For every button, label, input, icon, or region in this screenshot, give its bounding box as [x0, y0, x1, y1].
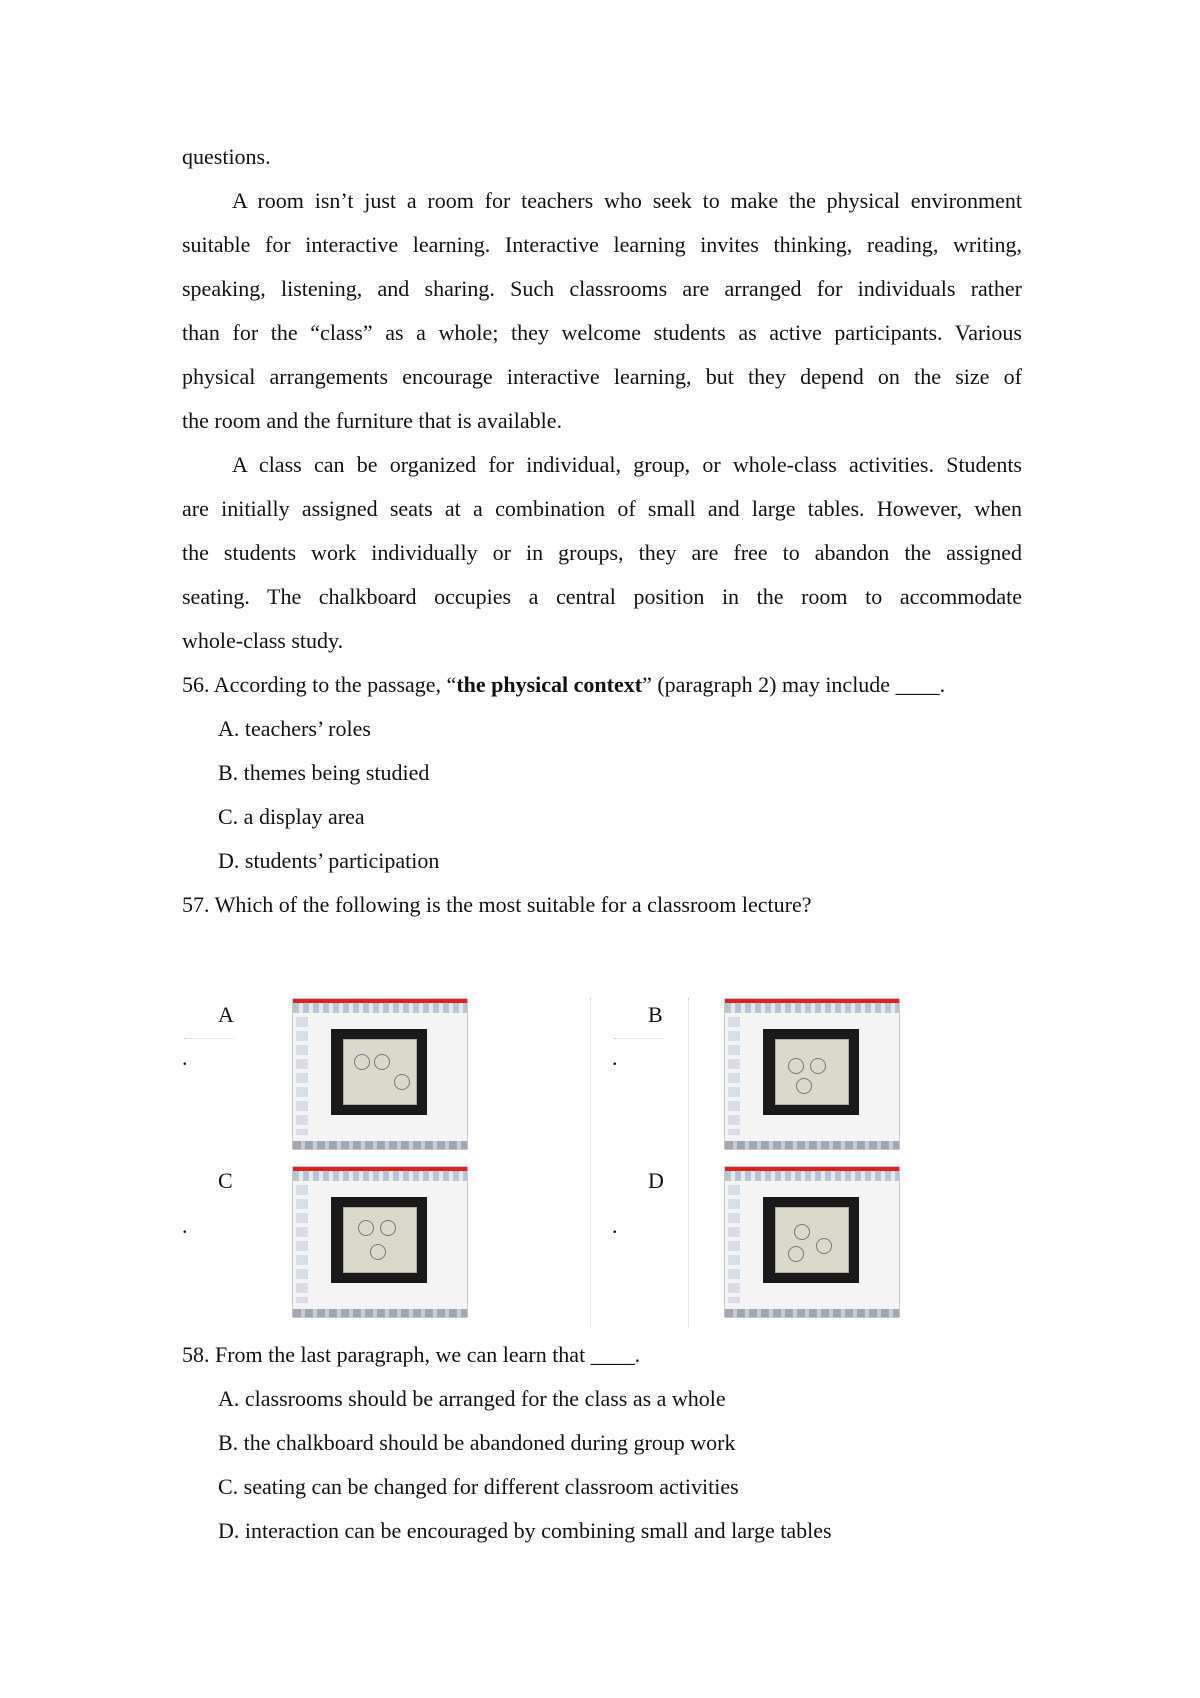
slide-preview: [763, 1029, 859, 1115]
figure-icon: [370, 1244, 386, 1260]
q56-bold-phrase: the physical context: [456, 672, 643, 697]
para2-line-3: the students work individually or in groups, they are free to abandon the assigned: [182, 540, 1022, 565]
para1-line-3: speaking, listening, and sharing. Such classrooms are arranged for individuals rather: [182, 276, 1022, 301]
grid-divider: [614, 1038, 664, 1039]
para1-line-6: the room and the furniture that is available.: [182, 408, 562, 433]
window-ribbon: [725, 1171, 899, 1181]
para2-line-5: whole-class study.: [182, 628, 344, 653]
para1-line-5: physical arrangements encourage interactive learning, but they depend on the size of: [182, 364, 1022, 389]
q57-choice-a-label[interactable]: A: [218, 1002, 234, 1027]
q58-option-c[interactable]: C. seating can be changed for different classroom activities: [218, 1474, 739, 1499]
q57-choice-b-image[interactable]: [724, 998, 900, 1150]
grid-divider: [590, 998, 591, 1328]
q57-choice-c-image[interactable]: [292, 1166, 468, 1318]
worksheet-image: [343, 1039, 417, 1105]
worksheet-image: [343, 1207, 417, 1273]
q57-choice-b-label[interactable]: B: [648, 1002, 663, 1027]
figure-icon: [794, 1224, 810, 1240]
taskbar: [725, 1141, 899, 1149]
window-ribbon: [293, 1171, 467, 1181]
q58-option-a[interactable]: A. classrooms should be arranged for the class as a whole: [218, 1386, 726, 1411]
taskbar: [293, 1309, 467, 1317]
figure-icon: [358, 1220, 374, 1236]
lead-in-text: questions.: [182, 144, 271, 169]
para1-line-2: suitable for interactive learning. Interactive learning invites thinking, reading, writing,: [182, 232, 1022, 257]
q56-option-a[interactable]: A. teachers’ roles: [218, 716, 371, 741]
taskbar: [725, 1309, 899, 1317]
window-ribbon: [725, 1003, 899, 1013]
q57-choice-c-label[interactable]: C: [218, 1168, 233, 1193]
q57-choice-d-label[interactable]: D: [648, 1168, 664, 1193]
figure-icon: [788, 1246, 804, 1262]
question-56: [182, 670, 1022, 700]
question-58: 58. From the last paragraph, we can learn that ____.: [182, 1342, 641, 1367]
worksheet-image: [775, 1039, 849, 1105]
q56-option-c[interactable]: C. a display area: [218, 804, 365, 829]
para2-line-4: seating. The chalkboard occupies a central position in the room to accommodate: [182, 584, 1022, 609]
q56-option-b[interactable]: B. themes being studied: [218, 760, 430, 785]
worksheet-image: [775, 1207, 849, 1273]
slide-preview: [763, 1197, 859, 1283]
slide-preview: [331, 1029, 427, 1115]
figure-icon: [796, 1078, 812, 1094]
slide-thumbnails: [296, 1017, 308, 1135]
slide-preview: [331, 1197, 427, 1283]
figure-icon: [788, 1058, 804, 1074]
q57-choice-b-dot: .: [612, 1045, 618, 1070]
para2-line-2: are initially assigned seats at a combination of small and large tables. However, when: [182, 496, 1022, 521]
q56-prefix: 56. According to the passage, “: [182, 672, 457, 697]
slide-thumbnails: [728, 1017, 740, 1135]
grid-divider: [184, 1038, 234, 1039]
figure-icon: [816, 1238, 832, 1254]
window-ribbon: [293, 1003, 467, 1013]
q56-suffix: ” (paragraph 2) may include ____.: [642, 672, 946, 697]
q56-option-d[interactable]: D. students’ participation: [218, 848, 440, 873]
question-57: 57. Which of the following is the most suitable for a classroom lecture?: [182, 892, 812, 917]
figure-icon: [380, 1220, 396, 1236]
para1-line-1: A room isn’t just a room for teachers who seek to make the physical environment: [232, 188, 1022, 213]
q57-choice-d-dot: .: [612, 1213, 618, 1238]
para2-line-1: A class can be organized for individual, group, or whole-class activities. Students: [232, 452, 1022, 477]
q57-choice-a-dot: .: [182, 1045, 188, 1070]
figure-icon: [394, 1074, 410, 1090]
q57-choice-a-image[interactable]: [292, 998, 468, 1150]
slide-thumbnails: [296, 1185, 308, 1303]
para1-line-4: than for the “class” as a whole; they welcome students as active participants. Various: [182, 320, 1022, 345]
q57-choice-c-dot: .: [182, 1213, 188, 1238]
grid-divider: [688, 998, 689, 1328]
taskbar: [293, 1141, 467, 1149]
q58-option-b[interactable]: B. the chalkboard should be abandoned during group work: [218, 1430, 736, 1455]
figure-icon: [810, 1058, 826, 1074]
slide-thumbnails: [728, 1185, 740, 1303]
q57-choice-d-image[interactable]: [724, 1166, 900, 1318]
q58-option-d[interactable]: D. interaction can be encouraged by combining small and large tables: [218, 1518, 832, 1543]
figure-icon: [354, 1054, 370, 1070]
figure-icon: [374, 1054, 390, 1070]
